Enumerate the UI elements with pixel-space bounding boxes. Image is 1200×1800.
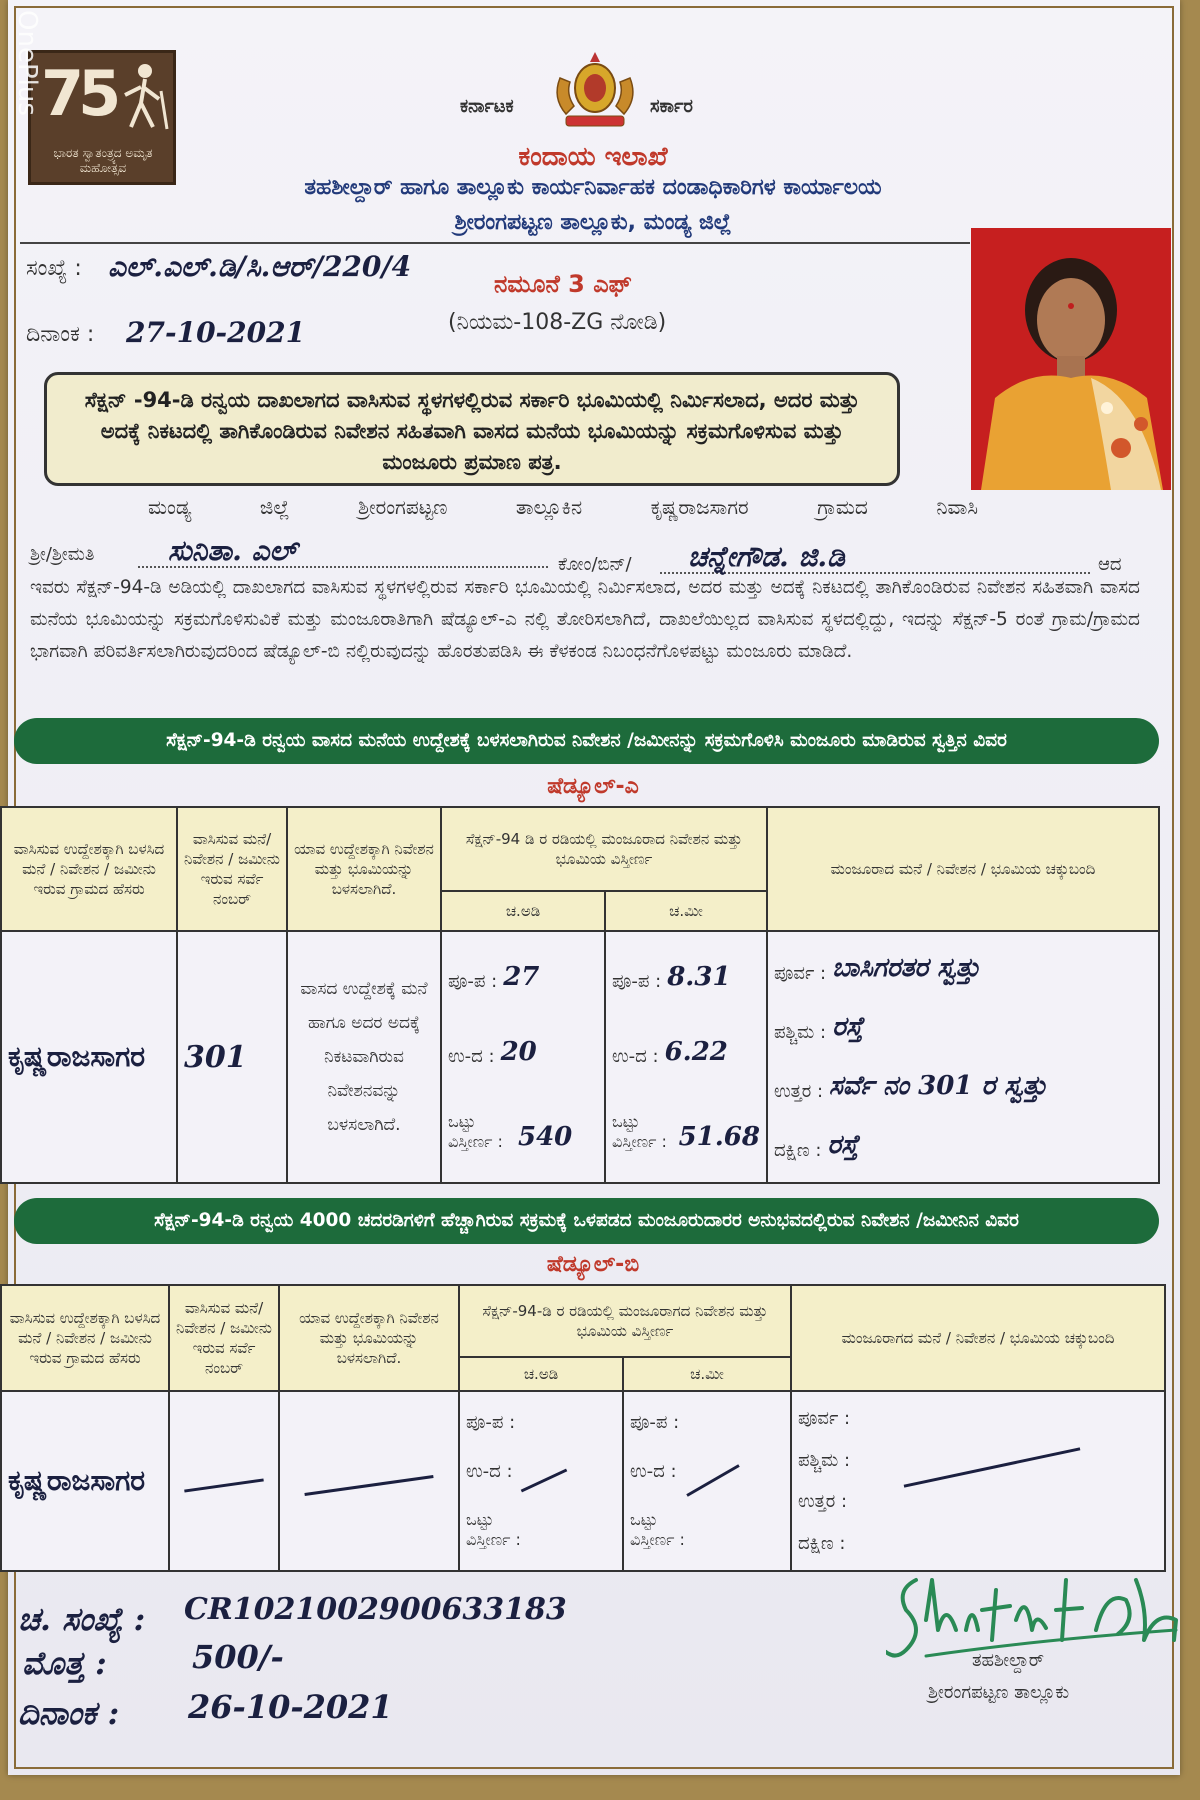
sqm-ns-value: 6.22 <box>664 1036 728 1067</box>
header-sqm: ಚ.ಮೀ <box>623 1357 791 1391</box>
purpose-cell: ವಾಸದ ಉದ್ದೇಶಕ್ಕೆ ಮನೆ ಹಾಗೂ ಅದರ ಅದಕ್ಕೆ ನಿಕಟವಾಗಿರುವ ನಿವೇಶನವನ್ನು ಬಳಸಲಾಗಿದೆ. <box>287 931 441 1183</box>
header-sqft: ಚ.ಅಡಿ <box>459 1357 623 1391</box>
header-divider <box>20 242 970 244</box>
amount-label: ಮೊತ್ತ : <box>22 1644 107 1682</box>
sqft-cell: ಪೂ-ಪ : 27 ಉ-ದ : 20 ಒಟ್ಟು ವಿಸ್ತೀರ್ಣ : 540 <box>441 931 605 1183</box>
west-boundary: ರಸ್ತೆ <box>832 1012 863 1042</box>
form-title: ನಮೂನೆ 3 ಎಫ್ <box>494 270 632 298</box>
schedule-b-table <box>0 1284 1166 1572</box>
grant-paragraph: ಇವರು ಸೆಕ್ಷನ್-94-ಡಿ ಅಡಿಯಲ್ಲಿ ದಾಖಲಾಗದ ವಾಸಿಸುವ ಸ್ಥಳಗಳಲ್ಲಿರುವ ಸರ್ಕಾರಿ ಭೂಮಿಯಲ್ಲಿ ನಿರ್ಮಿಸಲಾದ, ಅದರ ಮತ್ತು ಅದಕ್ಕೆ ನಿಕಟದಲ್ಲಿ ತಾಗಿಕೊಂಡಿರುವ ನಿವೇಶನ ಸಹಿತವಾಗಿ ವಾಸದ ಮನೆಯ ಭೂಮಿಯನ್ನು ಸಕ್ರಮಗೊಳಿಸುವಿಕೆ ಮತ್ತು ಮಂಜೂರಾತಿಗಾಗಿ ಷೆಡ್ಯೂಲ್-ಎ ನಲ್ಲಿ ತೋರಿಸಲಾಗಿದೆ, ದಾಖಲೆಯಿಲ್ಲದ ವಾಸಿಸುವ ಸ್ಥಳದಲ್ಲಿದ್ದು, ಇದನ್ನು ಸೆಕ್ಷನ್-5 ರಂತೆ ಗ್ರಾಮ/ಗ್ರಾಮದ ಭಾಗವಾಗಿ ಪರಿವರ್ತಿಸಲಾಗಿರುವುದರಿಂದ ಷೆಡ್ಯೂಲ್-ಬಿ ನಲ್ಲಿರುವುದನ್ನು ಹೊರತುಪಡಿಸಿ ಈ ಕೆಳಕಂಡ ನಿಬಂಧನೆಗೊಳಪಟ್ಟು ಮಂಜೂರು ಮಾಡಿದೆ. <box>30 577 1140 662</box>
gov-karnataka-label: ಕರ್ನಾಟಕ <box>460 96 514 117</box>
boundaries-cell: ಪೂರ್ವ : ಪಶ್ಚಿಮ : ಉತ್ತರ : ದಕ್ಷಿಣ : <box>791 1391 1165 1571</box>
department-title: ಕಂದಾಯ ಇಲಾಖೆ <box>518 142 668 172</box>
sqft-ns-value: 20 <box>500 1036 537 1067</box>
suffix-label: ಆದ <box>1098 554 1122 575</box>
challan-date-label: ದಿನಾಂಕ : <box>18 1694 120 1732</box>
header-sqm: ಚ.ಮೀ <box>605 891 767 931</box>
logo-caption: ಭಾರತ ಸ್ವಾತಂತ್ರ್ಯದ ಅಮೃತ ಮಹೋತ್ಸವ <box>53 146 153 175</box>
east-boundary: ಬಾಸಿಗರತರ ಸ್ವತ್ತು <box>832 953 980 983</box>
header-survey: ವಾಸಿಸುವ ಮನೆ/ನಿವೇಶನ / ಜಮೀನು ಇರುವ ಸರ್ವೆ ನಂಬರ್ <box>169 1285 279 1391</box>
header-purpose: ಯಾವ ಉದ್ದೇಶಕ್ಕಾಗಿ ನಿವೇಶನ ಮತ್ತು ಭೂಮಿಯನ್ನು ಬಳಸಲಾಗಿದೆ. <box>279 1285 459 1391</box>
applicant-photo <box>971 228 1171 490</box>
resident-label: ನಿವಾಸಿ <box>936 495 978 519</box>
signatory-title: ತಹಶೀಲ್ದಾರ್ <box>972 1650 1045 1671</box>
survey-cell: 301 <box>177 931 287 1183</box>
sqm-ew-value: 8.31 <box>667 961 731 992</box>
taluk-name: ಶ್ರೀರಂಗಪಟ್ಟಣ <box>358 495 448 519</box>
logo-number: 75 <box>41 57 116 130</box>
schedule-a-banner: ಸೆಕ್ಷನ್-94-ಡಿ ರನ್ವಯ ವಾಸದ ಮನೆಯ ಉದ್ದೇಶಕ್ಕೆ ಬಳಸಲಾಗಿರುವ ನಿವೇಶನ /ಜಮೀನನ್ನು ಸಕ್ರಮಗೊಳಿಸಿ ಮಂಜೂರು ಮಾಡಿರುವ ಸ್ವತ್ತಿನ ವಿವರ <box>14 718 1159 764</box>
header-boundaries: ಮಂಜೂರಾದ ಮನೆ / ನಿವೇಶನ / ಭೂಮಿಯ ಚಕ್ಕುಬಂದಿ <box>767 807 1159 931</box>
village-cell: ಕೃಷ್ಣರಾಜಸಾಗರ <box>1 1391 169 1571</box>
issue-date-value: 27-10-2021 <box>126 316 306 349</box>
rule-reference: (ನಿಯಮ-108-ZG ನೋಡಿ) <box>448 310 667 335</box>
gov-sarkara-label: ಸರ್ಕಾರ <box>650 96 693 117</box>
boundaries-cell: ಪೂರ್ವ : ಬಾಸಿಗರತರ ಸ್ವತ್ತು ಪಶ್ಚಿಮ : ರಸ್ತೆ ಉತ್ತರ : ಸರ್ವೆ ನಂ 301 ರ ಸ್ವತ್ತು ದಕ್ಷಿಣ : ರಸ್ತೆ <box>767 931 1159 1183</box>
ref-number-value: ಎಲ್.ಎಲ್.ಡಿ/ಸಿ.ಆರ್/220/4 <box>108 250 412 283</box>
south-boundary: ರಸ್ತೆ <box>827 1130 859 1160</box>
sqm-total-value: 51.68 <box>678 1122 760 1153</box>
office-title: ತಹಶೀಲ್ದಾರ್ ಹಾಗೂ ತಾಲ್ಲೂಕು ಕಾರ್ಯನಿರ್ವಾಹಕ ದಂಡಾಧಿಕಾರಿಗಳ ಕಾರ್ಯಾಲಯ <box>304 175 882 200</box>
schedule-a-title: ಷೆಡ್ಯೂಲ್-ಎ <box>547 774 639 799</box>
blank-dash <box>304 1474 433 1495</box>
certificate-sheet <box>8 0 1180 1775</box>
schedule-b-banner: ಸೆಕ್ಷನ್-94-ಡಿ ರನ್ವಯ 4000 ಚದರಡಿಗಳಿಗೆ ಹೆಚ್ಚಾಗಿರುವ ಸಕ್ರಮಕ್ಕೆ ಒಳಪಡದ ಮಂಜೂರುದಾರರ ಅನುಭವದಲ್ಲಿರುವ ನಿವೇಶನ /ಜಮೀನಿನ ವಿವರ <box>14 1198 1159 1244</box>
camera-watermark: OnePlus <box>12 10 42 116</box>
relation-name: ಚನ್ನೇಗೌಡ. ಜಿ.ಡಿ <box>688 540 845 573</box>
relation-label: ಕೋಂ/ಬಿನ್/ <box>558 554 632 575</box>
signatory-taluk: ಶ್ರೀರಂಗಪಟ್ಟಣ ತಾಲ್ಲೂಕು <box>928 1682 1070 1703</box>
survey-cell <box>169 1391 279 1571</box>
header-boundaries: ಮಂಜೂರಾಗದ ಮನೆ / ನಿವೇಶನ / ಭೂಮಿಯ ಚಕ್ಕುಬಂದಿ <box>791 1285 1165 1391</box>
sqm-cell: ಪೂ-ಪ : 8.31 ಉ-ದ : 6.22 ಒಟ್ಟು ವಿಸ್ತೀರ್ಣ : 51.68 <box>605 931 767 1183</box>
blank-dash <box>184 1478 264 1492</box>
header-sqft: ಚ.ಅಡಿ <box>441 891 605 931</box>
schedule-b-title: ಷೆಡ್ಯೂಲ್-ಬಿ <box>546 1252 640 1277</box>
sqm-cell: ಪೂ-ಪ : ಉ-ದ : ಒಟ್ಟು ವಿಸ್ತೀರ್ಣ : <box>623 1391 791 1571</box>
table-row <box>1 1391 1165 1571</box>
person-portrait-icon <box>971 228 1171 490</box>
header-village: ವಾಸಿಸುವ ಉದ್ದೇಶಕ್ಕಾಗಿ ಬಳಸಿದ ಮನೆ / ನಿವೇಶನ / ಜಮೀನು ಇರುವ ಗ್ರಾಮದ ಹೆಸರು <box>1 807 177 931</box>
header-village: ವಾಸಿಸುವ ಉದ್ದೇಶಕ್ಕಾಗಿ ಬಳಸಿದ ಮನೆ / ನಿವೇಶನ / ಜಮೀನು ಇರುವ ಗ್ರಾಮದ ಹೆಸರು <box>1 1285 169 1391</box>
header-area: ಸೆಕ್ಷನ್-94 ಡಿ ರ ರಡಿಯಲ್ಲಿ ಮಂಜೂರಾದ ನಿವೇಶನ ಮತ್ತು ಭೂಮಿಯ ವಿಸ್ತೀರ್ಣ <box>441 807 767 891</box>
schedule-a-table <box>0 806 1160 1184</box>
header-area: ಸೆಕ್ಷನ್-94-ಡಿ ರ ರಡಿಯಲ್ಲಿ ಮಂಜೂರಾಗದ ನಿವೇಶನ ಮತ್ತು ಭೂಮಿಯ ವಿಸ್ತೀರ್ಣ <box>459 1285 791 1357</box>
karnataka-emblem-icon <box>546 48 644 132</box>
prefix-label: ಶ್ರೀ/ಶ್ರೀಮತಿ <box>30 544 95 565</box>
village-label: ಗ್ರಾಮದ <box>817 495 868 519</box>
challan-date-value: 26-10-2021 <box>188 1688 393 1726</box>
challan-label: ಚ. ಸಂಖ್ಯೆ : <box>18 1600 146 1638</box>
ref-number-label: ಸಂಖ್ಯೆ : <box>26 256 82 281</box>
issue-date-label: ದಿನಾಂಕ : <box>26 322 95 347</box>
sqft-cell: ಪೂ-ಪ : ಉ-ದ : ಒಟ್ಟು ವಿಸ್ತೀರ್ಣ : <box>459 1391 623 1571</box>
table-row <box>1 931 1159 1183</box>
village-name: ಕೃಷ್ಣರಾಜಸಾಗರ <box>650 495 749 519</box>
address-row <box>148 495 978 519</box>
district-label: ಜಿಲ್ಲೆ <box>259 495 290 519</box>
blank-dash <box>520 1469 567 1493</box>
blank-dash <box>686 1464 739 1497</box>
purpose-cell <box>279 1391 459 1571</box>
sqft-total-value: 540 <box>518 1122 573 1153</box>
amount-value: 500/- <box>192 1638 284 1676</box>
sqft-ew-value: 27 <box>503 961 540 992</box>
taluk-label: ತಾಲ್ಲೂಕಿನ <box>515 495 583 519</box>
challan-number: CR1021002900633183 <box>184 1592 567 1627</box>
certificate-banner: ಸೆಕ್ಷನ್ -94-ಡಿ ರನ್ವಯ ದಾಖಲಾಗದ ವಾಸಿಸುವ ಸ್ಥಳಗಳಲ್ಲಿರುವ ಸರ್ಕಾರಿ ಭೂಮಿಯಲ್ಲಿ ನಿರ್ಮಿಸಲಾದ, ಅದರ ಮತ್ತು ಅದಕ್ಕೆ ನಿಕಟದಲ್ಲಿ ತಾಗಿಕೊಂಡಿರುವ ನಿವೇಶನ ಸಹಿತವಾಗಿ ವಾಸದ ಮನೆಯ ಭೂಮಿಯನ್ನು ಸಕ್ರಮಗೊಳಿಸುವ ಮತ್ತು ಮಂಜೂರು ಪ್ರಮಾಣ ಪತ್ರ. <box>44 372 900 486</box>
walking-figure-icon <box>111 61 171 131</box>
applicant-name: ಸುನಿತಾ. ಎಲ್ <box>168 534 297 567</box>
header-purpose: ಯಾವ ಉದ್ದೇಶಕ್ಕಾಗಿ ನಿವೇಶನ ಮತ್ತು ಭೂಮಿಯನ್ನು ಬಳಸಲಾಗಿದೆ. <box>287 807 441 931</box>
header-survey: ವಾಸಿಸುವ ಮನೆ/ನಿವೇಶನ / ಜಮೀನು ಇರುವ ಸರ್ವೆ ನಂಬರ್ <box>177 807 287 931</box>
village-cell: ಕೃಷ್ಣರಾಜಸಾಗರ <box>1 931 177 1183</box>
north-boundary: ಸರ್ವೆ ನಂ 301 ರ ಸ್ವತ್ತು <box>829 1071 1047 1101</box>
district-name: ಮಂಡ್ಯ <box>148 495 192 519</box>
taluk-title: ಶ್ರೀರಂಗಪಟ್ಟಣ ತಾಲ್ಲೂಕು, ಮಂಡ್ಯ ಜಿಲ್ಲೆ <box>454 210 732 235</box>
